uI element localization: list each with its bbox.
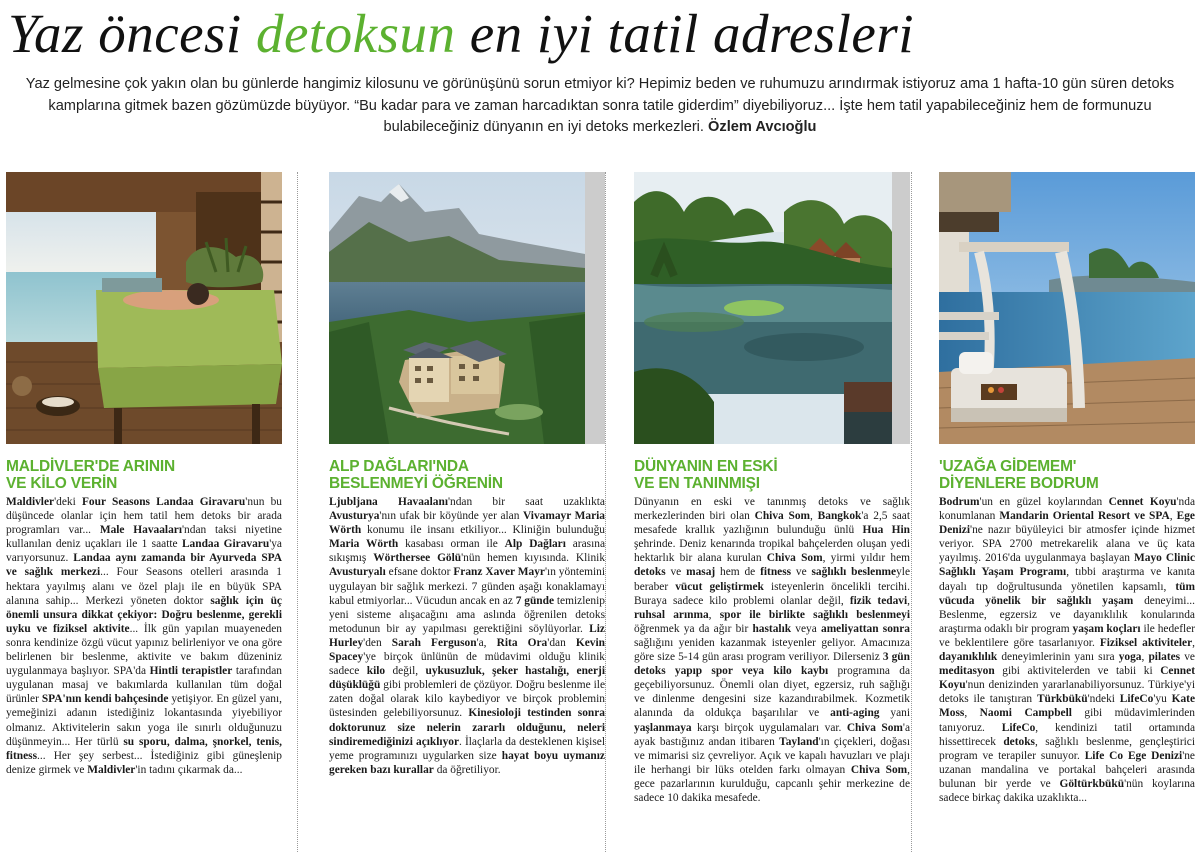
column-divider [297, 172, 298, 852]
article-paragraph [329, 495, 605, 777]
body-text: 'ya varıyorsunuz. [6, 538, 282, 565]
body-text: , sağlıklı beslenme, gençleştirici program ve terapiler sunuyor. [939, 735, 1195, 762]
title-line: MALDİVLER'DE ARININ [6, 458, 175, 475]
body-text: 'nda konumlanan [939, 496, 1195, 523]
body-text: 'nun denizinden yararlanabiliyorsunuz. Türkiye'yi detoks ile tanıştıran [939, 679, 1195, 706]
body-text: ... İlk gün yapılan muayeneden sonra kendinize özgü vücut yapınız belirleniyor ve ona göre belirlenen bir beslenme, aktivite ve bakım düzeniniz uygulanmaya başlıyor. SPA'da [6, 622, 282, 678]
body-text: temizlenip yeni sisteme alışacağını ama aslında öğrenilen detoks metodunun bir ay yapılması gerektiğini söylüyorlar. [329, 594, 605, 635]
bold-text: Cennet Koyu [939, 665, 1195, 692]
bold-text: meditasyon [939, 665, 995, 678]
bold-text: yaşlanmaya [634, 721, 692, 734]
bold-text: Landaa aynı zamanda bir Ayurveda SPA ve sağlık merkezi [6, 552, 282, 579]
body-text: gibi aktivitelerden ve tabii ki [994, 665, 1161, 678]
alps-clinic-photo [329, 172, 605, 444]
article-maldives [6, 172, 282, 777]
bold-text: anti-aging [830, 707, 880, 720]
bold-text: Chiva Som [766, 552, 823, 565]
maldives-spa-photo [6, 172, 282, 444]
bold-text: Kinesioloji testinden sonra doktorunuz size nelerin zararlı olduğunu, neleri sindiremediğinizi açıklıyor [329, 707, 605, 748]
bold-text: yoga [1118, 651, 1142, 664]
bold-text: Chiva Som [754, 510, 811, 523]
body-text: , gece pazarlarının kurulduğu, capcanlı şehir merkezine de sadece 10 dakika mesafede. [634, 763, 911, 804]
body-text: 'ın çiçekleri, doğası ve mimarisi siz çevreliyor. Açık ve kapalı havuzları ve plajı ile herhangi bir lüks otelden farkı olmayan [634, 735, 911, 776]
body-text: ... Four Seasons otelleri arasında 1 hektara yayılmış alanı ve özel plajı ile en büyük SPA alanına sahip... Merkezi yöneten doktor [6, 566, 283, 607]
bold-text: Ege Denizi [939, 510, 1195, 537]
bold-text: Göltürkbükü [1059, 777, 1125, 790]
bold-text: Liz Hurley [329, 622, 605, 649]
article-paragraph [6, 495, 282, 777]
bold-text: hayat boyu uymanız gereken bazı kurallar [329, 749, 605, 776]
body-text: 'in tadını çıkarmak da... [135, 763, 243, 776]
bold-text: Mayo Clinic Sağlıklı Yaşam Programı [939, 552, 1195, 579]
headline-part1: Yaz öncesi [8, 3, 256, 64]
body-text: 'ndan taksi niyetine kullanılan deniz uçakları ile 1 saatte [6, 524, 282, 551]
bold-text: Landaa Giravaru [181, 538, 270, 551]
bold-text: 7 günde [515, 594, 555, 607]
body-text: arasına sıkışmış [329, 538, 606, 565]
body-text: 'deki [54, 496, 82, 508]
body-text: ve [1180, 651, 1195, 664]
body-text: deneyimlerinin yanı sıra [997, 651, 1119, 664]
bold-text: Chiva Som [846, 721, 903, 734]
body-text: 'nün koylarına sadece birkaç dakika uzaklıkta... [939, 777, 1195, 804]
bold-text: Cennet Koyu [1108, 496, 1177, 508]
body-text: karşı birçok uygulamaları var. [691, 721, 847, 734]
bold-text: Male Havaaları [99, 524, 182, 537]
body-text: da öğretiliyor. [433, 763, 501, 776]
bold-text: Kevin Spacey [329, 636, 605, 664]
body-text: 'a 2,5 saat mesafede krallık yazlığının bulunduğu ünlü [634, 510, 910, 537]
bold-text: Rita Ora [496, 636, 548, 649]
body-text: 'a, [476, 636, 497, 649]
title-line: 'UZAĞA GİDEMEM' [939, 458, 1077, 475]
title-line: VE EN TANINMIŞI [634, 475, 760, 492]
article-chiva-som [634, 172, 910, 805]
body-text: yani [879, 707, 910, 720]
bold-text: Ljubljana Havaalanı [329, 496, 448, 508]
bold-text: LifeCo [1119, 693, 1154, 706]
bold-text: Fiziksel aktiviteler [1099, 636, 1193, 649]
body-text: gibi problemleri de çözüyor. Doğru beslenme ile zaten doğal olarak kilo kaybediyor ve birçok problemin üstesinden gelebiliyorsunuz. [329, 679, 605, 720]
article-body [6, 495, 282, 777]
title-line: BESLENMEYİ ÖĞRENİN [329, 475, 503, 492]
body-text: efsane doktor [385, 566, 454, 579]
body-text: 'ne nazır büyüleyici bir atmosfer içinde hizmet veriyor. SPA 2700 metrekarelik alana ve üç kata yayılmış. 2016'da uygulanmaya başlayan [939, 524, 1195, 565]
body-text: şehrinde. Deniz kenarında tropikal bahçelerden oluşan yedi hektarlık bir alana kurulan [634, 538, 910, 565]
body-text: ... Her şey serbest... İstediğiniz gibi güneşlenip denize girmek ve [6, 749, 282, 776]
bold-text: Naomi Campbell [979, 707, 1072, 720]
body-text: konumu ile insanı etkiliyor... Kliniğin bulunduğu [361, 524, 605, 537]
intro-paragraph [12, 74, 1188, 168]
body-text: değil, [385, 665, 426, 678]
article-paragraph [939, 495, 1195, 805]
body-text: 'nün hemen kıyısında. Klinik [461, 552, 606, 565]
article-alps [329, 172, 605, 777]
article-bodrum [939, 172, 1195, 805]
body-text: , [708, 608, 720, 621]
bold-text: Chiva Som [850, 763, 908, 776]
bold-text: Hua Hin [862, 524, 910, 537]
body-text: tarafından uygulanan masaj ve bakımlarda kullanılan tüm doğal ürünler [6, 665, 282, 706]
bold-text: ruhsal arınma [634, 608, 709, 621]
body-text: sağlığını yeniden kazanmak isteyenler geliyor. Amacınıza göre size 5-14 gün arası program veriliyor. Dilerseniz [634, 636, 910, 664]
column-divider [605, 172, 606, 852]
bold-text: Sarah Ferguson [391, 636, 477, 649]
intro-text: Yaz gelmesine çok yakın olan bu günlerde hangimiz kilosunu ve görünüşünü sorun etmiyor ki? Hepimiz beden ve ruhumuzu arındırmak istiyoruz ama 1 hafta-10 gün süren detoks kamplarına gitmek bazen gözümüzde büyüyor. “Bu kadar para ve zaman harcadıktan sonra tatile giderdim” diyebiliyoruz... İşte hem tatil yapabileceğiniz hem de formunuzu bulabileceğiniz dünyanın en iyi detoks merkezleri. [25, 76, 1175, 135]
bold-text: sağlıklı beslenme [811, 566, 897, 579]
article-title [634, 458, 910, 492]
body-text: 'un en güzel koylarından [979, 496, 1109, 508]
bold-text: su sporu, dalma, şnorkel, tenis, fitness [6, 735, 282, 762]
headline-part2: en iyi tatil adresleri [455, 3, 915, 64]
bold-text: detoks [1003, 735, 1035, 748]
body-text: , [1169, 510, 1177, 523]
bold-text: Alp Dağları [504, 538, 566, 551]
body-text: 'a ayak bastığınız andan itibaren [634, 721, 910, 748]
body-text: 'ye birçok ünlünün de müdavimi olduğu klinik sadece [329, 651, 605, 678]
bold-text: Türkbükü [1036, 693, 1088, 706]
body-text: . İlaçlarla da desteklenen kişisel yeme programınızı uygularken size [329, 735, 606, 762]
bold-text: Avusturya [329, 510, 380, 523]
body-text: , [964, 707, 980, 720]
bold-text: Bodrum [939, 496, 980, 508]
article-body [634, 495, 910, 805]
page-headline [8, 2, 1198, 66]
body-text: 'nun bu düşüncede olanlar için hem tatil hem detoks bir arada programları var... [6, 496, 282, 537]
body-text: programına da geçebiliyorsunuz. Önemli olan diyet, egzersiz, ruh sağlığı ve dinlenme dengesini size kazandırabilmek. Kozmetik alanında da oldukça başarılılar ve [634, 665, 910, 720]
body-text: veya [791, 622, 821, 635]
bold-text: Maria Wörth [329, 538, 399, 551]
body-text: , [1141, 651, 1149, 664]
article-body [329, 495, 605, 777]
bold-text: LifeCo [1001, 721, 1036, 734]
bold-text: Vivamayr Maria Wörth [329, 510, 605, 537]
body-text: isteyenlerin öncelikli tercihi. Buraya sadece kilo problemi olanlar değil, [634, 580, 910, 607]
body-text: yle beraber [634, 566, 910, 593]
bold-text: dayanıklılık [939, 651, 998, 664]
body-text: , [810, 510, 818, 523]
title-line: DÜNYANIN EN ESKİ [634, 458, 778, 475]
article-title [939, 458, 1195, 492]
article-title [329, 458, 605, 492]
body-text: , [907, 594, 911, 607]
article-body [939, 495, 1195, 805]
bold-text: Tayland [779, 735, 819, 748]
bold-text: Franz Xaver Mayr [453, 566, 545, 579]
body-text: deneyimi... Beslenme, egzersiz ve dayanıklılık konularında araştırma odaklı bir program [939, 594, 1195, 635]
bold-text: Kate Moss [939, 693, 1195, 720]
bold-text: vücut geliştirmek [675, 580, 764, 593]
bold-text: detoks [634, 566, 666, 579]
title-line: DİYENLERE BODRUM [939, 475, 1099, 492]
bold-text: Four Seasons Landaa Giravaru [81, 496, 246, 508]
bold-text: 3 gün detoks yapıp spor veya kilo kaybı [634, 651, 910, 678]
bold-text: Maldivler [87, 763, 136, 776]
bold-text: Bangkok [817, 510, 862, 523]
body-text: , tıbbi araştırma ve kanıta dayalı tıp doğrultusunda yönetilen kapsamlı, [939, 566, 1195, 593]
bold-text: uykusuzluk, şeker hastalığı, enerji düşüklüğü [329, 665, 605, 692]
body-text: ve [791, 566, 812, 579]
bold-text: spor ile birlikte sağlıklı beslenmeyi [719, 608, 910, 621]
body-text: 'yu [1153, 693, 1172, 706]
bold-text: fizik tedavi [849, 594, 908, 607]
title-line: VE KİLO VERİN [6, 475, 118, 492]
bold-text: hastalık [752, 622, 792, 635]
bold-text: tüm vücuda yönelik bir sağlıklı yaşam [939, 580, 1195, 607]
bold-text: yaşam koçları [1072, 622, 1141, 635]
bold-text: SPA'nın kendi bahçesinde [41, 693, 169, 706]
body-text: yetişiyor. En güzel yanı, yemeğinizi adanın istediğiniz lokantasında yiyebiliyor olmanız. Aktivitelerin sakın yoga ile sınırlı olduğunuzu düşünmeyin... Her türlü [6, 693, 282, 748]
bodrum-pool-photo [939, 172, 1195, 444]
body-text: 'ndeki [1087, 693, 1120, 706]
body-text: 'ndan bir saat uzaklıkta [447, 496, 605, 508]
bold-text: Mandarin Oriental Resort ve SPA [999, 510, 1170, 523]
bold-text: sağlık için üç önemli unsura dikkat çekiyor: Doğru beslenme, gerekli uyku ve fiziksel aktivite [6, 594, 282, 635]
body-text: 'dan [547, 636, 576, 649]
bold-text: Hintli terapistler [149, 665, 233, 678]
body-text: kasabası orman ile [398, 538, 505, 551]
bold-text: Maldivler [6, 496, 55, 508]
body-text: 'nın ufak bir köyünde yer alan [379, 510, 523, 523]
body-text: , [1192, 636, 1195, 649]
bold-text: pilates [1148, 651, 1181, 664]
body-text: ve [665, 566, 687, 579]
article-paragraph [634, 495, 910, 805]
body-text: gibi müdavimlerinden tanıyoruz. [939, 707, 1195, 734]
body-text: hem de [715, 566, 761, 579]
title-line: ALP DAĞLARI'NDA [329, 458, 469, 475]
body-text: , yirmi yıldır hem [822, 552, 910, 565]
bold-text: Wörthersee Gölü [373, 552, 462, 565]
author-name: Özlem Avcıoğlu [708, 119, 817, 135]
headline-highlight: detoksun [255, 3, 456, 64]
body-text: öğrenmek ya da ağır bir [634, 622, 753, 635]
body-text: ile hedefler ve beklentilere göre tasarlanıyor. [939, 622, 1196, 649]
body-text: 'ın yöntemini uygulayan bir sağlık merkezi. 7 günden aşağı konaklamayı kabul etmiyorlar... Vücudun ancak en az [329, 566, 606, 607]
bold-text: ameliyattan sonra [821, 622, 910, 635]
bold-text: fitness [760, 566, 792, 579]
bold-text: Avusturyalı [329, 566, 386, 579]
bold-text: Life Co Ege Denizi [1084, 749, 1183, 762]
column-divider [911, 172, 912, 852]
body-text: 'ne uzanan mandalina ve portakal bahçeleri arasında bulunan bir yerde ve [939, 749, 1195, 790]
body-text: 'den [363, 636, 392, 649]
chiva-som-garden-photo [634, 172, 910, 444]
article-title [6, 458, 282, 492]
body-text: Dünyanın en eski ve tanınmış detoks ve sağlık merkezlerinden biri olan [634, 496, 910, 523]
bold-text: kilo [366, 665, 386, 678]
body-text: , kendinizi tatil ortamında hissettirecek [939, 721, 1195, 748]
bold-text: masaj [686, 566, 716, 579]
